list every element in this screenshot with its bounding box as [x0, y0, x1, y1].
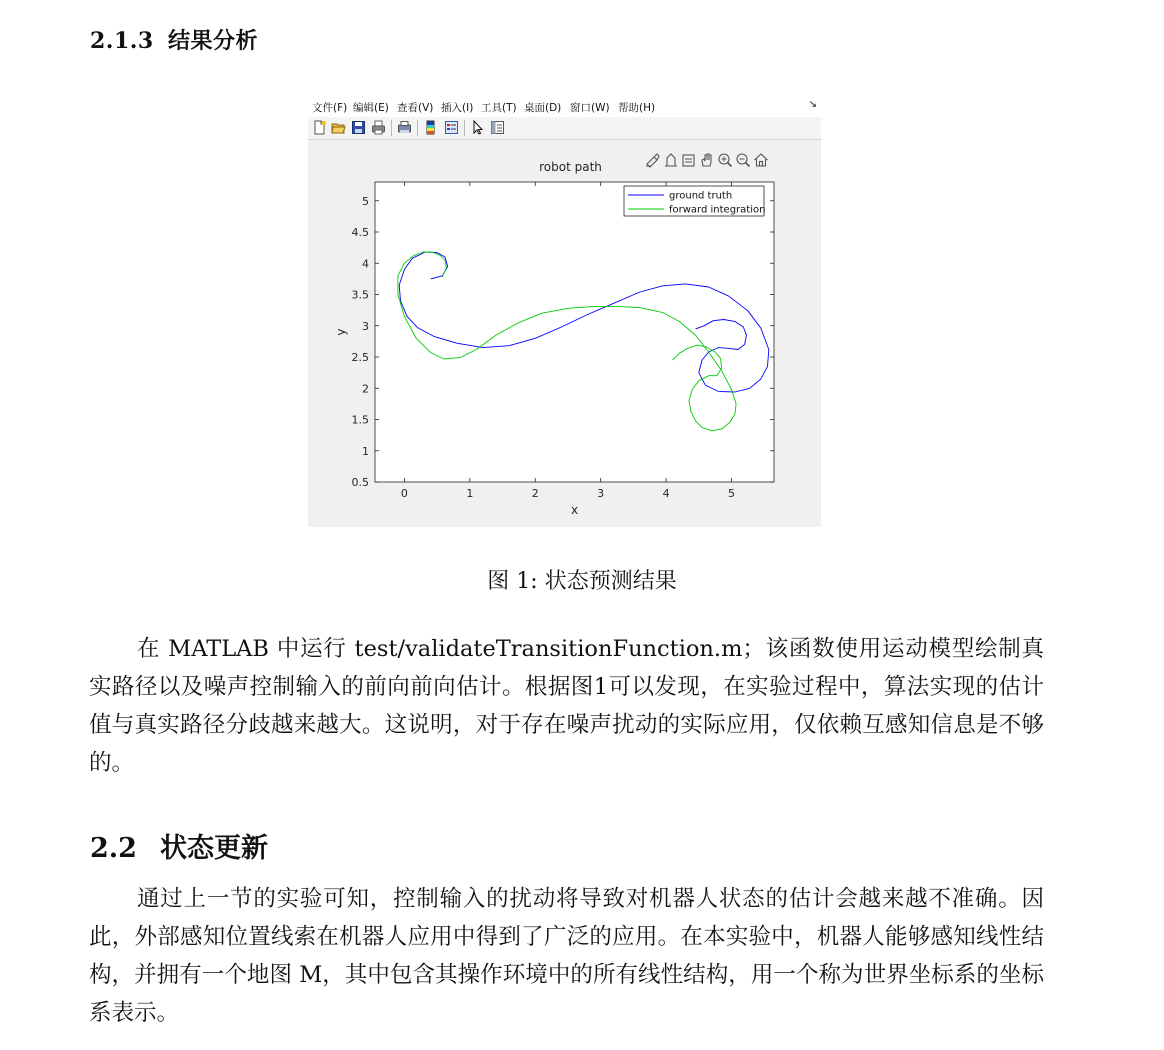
subsection-title: 结果分析 — [168, 28, 259, 54]
rotate-icon[interactable] — [683, 155, 694, 166]
legend-label: forward integration — [669, 204, 766, 216]
matlab-figure-window — [308, 96, 821, 527]
paragraph-state-update — [89, 880, 1044, 1032]
section-heading — [90, 826, 268, 865]
print-icon[interactable] — [371, 120, 386, 135]
zoom-in-icon[interactable] — [719, 154, 732, 167]
new-figure-icon[interactable] — [312, 120, 327, 135]
x-tick-label: 5 — [727, 487, 735, 500]
figure-caption: 图 1: 状态预测结果 — [487, 569, 677, 594]
y-tick-label: 3 — [362, 319, 369, 333]
toolbar-separator — [391, 120, 392, 136]
y-tick-label: 4 — [362, 257, 369, 271]
legend-icon[interactable] — [444, 120, 459, 135]
paragraph-state-update-text: 通过上一节的实验可知，控制输入的扰动将导致对机器人状态的估计会越来越不准确。因此，外部感知位置线索在机器人应用中得到了广泛的应用。在本实验中，机器人能够感知线性结构，并拥有一个地图 M，其中包含其操作环境中的所有线性结构，用一个称为世界坐标系的坐标系表示。 — [89, 886, 1044, 1026]
paragraph-results — [89, 630, 1044, 782]
legend-label: ground truth — [669, 190, 733, 202]
y-tick-label: 2 — [362, 382, 369, 396]
print-preview-icon[interactable] — [397, 120, 412, 135]
menu-edit[interactable]: 编辑(E) — [353, 102, 389, 114]
menu-window[interactable]: 窗口(W) — [570, 102, 610, 114]
y-tick-label: 1.5 — [351, 413, 369, 427]
menu-view[interactable]: 查看(V) — [397, 102, 434, 114]
chart-title: robot path — [539, 160, 602, 174]
subsection-number: 2.1.3 — [90, 28, 154, 54]
brush-icon[interactable] — [646, 154, 659, 167]
pointer-icon[interactable] — [470, 120, 485, 135]
menu-tools[interactable]: 工具(T) — [481, 102, 517, 114]
plot-area — [375, 182, 774, 482]
open-file-icon[interactable] — [331, 120, 346, 135]
dock-arrow-icon[interactable]: ↘ — [808, 99, 817, 110]
y-tick-label: 5 — [362, 194, 369, 208]
y-axis-label: y — [334, 328, 348, 336]
section-number: 2.2 — [90, 833, 137, 864]
x-tick-label: 2 — [531, 487, 539, 500]
save-icon[interactable] — [351, 120, 366, 135]
property-inspector-icon[interactable] — [490, 120, 505, 135]
y-tick-label: 4.5 — [351, 226, 369, 239]
y-tick-label: 1 — [362, 444, 369, 458]
section-title: 状态更新 — [160, 833, 268, 864]
menu-desktop[interactable]: 桌面(D) — [524, 102, 562, 114]
data-tips-icon[interactable] — [665, 154, 677, 166]
y-tick-label: 0.5 — [351, 476, 369, 489]
y-tick-label: 2.5 — [351, 351, 369, 364]
x-tick-label: 3 — [597, 487, 605, 500]
menu-file[interactable]: 文件(F) — [312, 102, 348, 114]
menu-insert[interactable]: 插入(I) — [441, 102, 474, 114]
figure-toolbar — [308, 117, 821, 140]
x-axis-label: x — [570, 503, 579, 517]
toolbar-separator — [464, 120, 465, 136]
toolbar-separator — [417, 120, 418, 136]
x-tick-label: 1 — [466, 487, 474, 500]
x-tick-label: 4 — [662, 487, 670, 500]
robot-path-chart — [308, 140, 821, 527]
figure-menu-bar — [308, 96, 821, 117]
colorbar-icon[interactable] — [423, 120, 438, 135]
x-tick-label: 0 — [400, 487, 408, 500]
zoom-out-icon[interactable] — [737, 154, 750, 167]
subsection-heading — [90, 24, 258, 55]
menu-help[interactable]: 帮助(H) — [618, 102, 656, 114]
home-icon[interactable] — [755, 154, 768, 166]
figure-canvas — [308, 140, 821, 527]
pan-icon[interactable] — [702, 154, 711, 166]
paragraph-results-text: 在 MATLAB 中运行 test/validateTransitionFunction.m；该函数使用运动模型绘制真实路径以及噪声控制输入的前向前向估计。根据图1可以发现，在实验过程中，算法实现的估计值与真实路径分歧越来越大。这说明，对于存在噪声扰动的实际应用，仅依赖互感知信息是不够的。 — [89, 636, 1044, 776]
y-tick-label: 3.5 — [351, 288, 369, 302]
